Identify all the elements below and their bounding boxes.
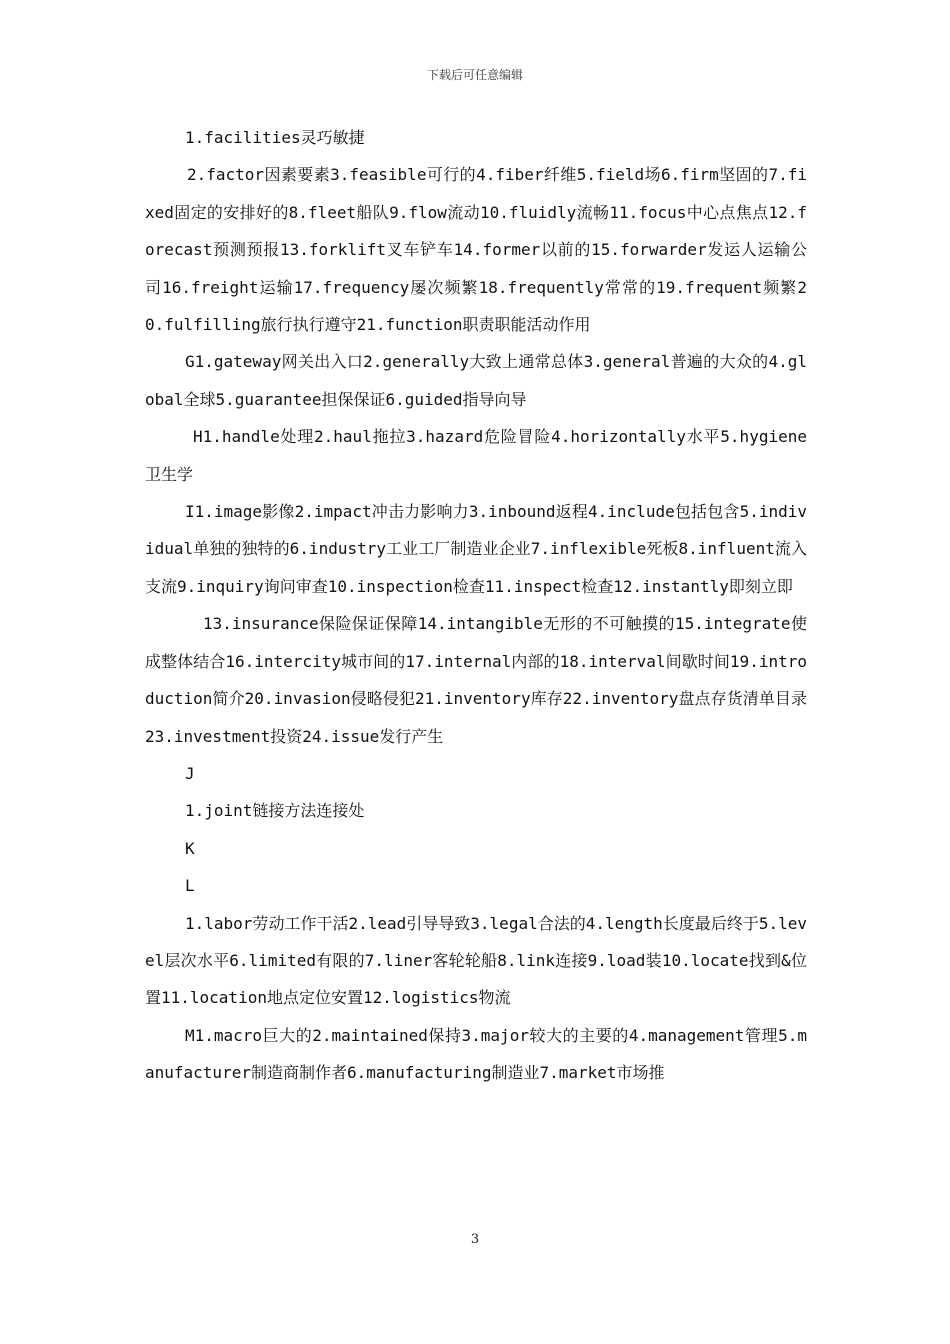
document-body bbox=[145, 119, 807, 1092]
paragraph-l-terms: 1.labor劳动工作干活2.lead引导导致3.legal合法的4.length长度最后终于5.level层次水平6.limited有限的7.liner客轮轮船8.link连接9.load装10.locate找到&位置11.location地点定位安置12.logistics物流 bbox=[145, 913, 807, 1008]
page-number: 3 bbox=[470, 1232, 480, 1247]
section-letter-k: K bbox=[185, 838, 195, 858]
paragraph-h-terms: H1.handle处理2.haul拖拉3.hazard危险冒险4.horizontally水平5.hygiene卫生学 bbox=[145, 427, 807, 484]
paragraph-g-terms: G1.gateway网关出入口2.generally大致上通常总体3.general普遍的大众的4.global全球5.guarantee担保保证6.guided指导向导 bbox=[145, 352, 807, 409]
paragraph-facilities: 1.facilities灵巧敏捷 bbox=[185, 128, 365, 147]
paragraph-j-terms: 1.joint链接方法连接处 bbox=[185, 801, 365, 821]
paragraph-f-terms: 2.factor因素要素3.feasible可行的4.fiber纤维5.field场6.firm坚固的7.fixed固定的安排好的8.fleet船队9.flow流动10.fluidly流畅11.focus中心点焦点12.forecast预测预报13.forklift叉车铲车14.former以前的15.forwarder发运人运输公司16.freight运输17.frequency屡次频繁18.frequently常常的19.frequent频繁20.fulfilling旅行执行遵守21.function职责职能活动作用 bbox=[145, 165, 807, 335]
paragraph-m-terms: M1.macro巨大的2.maintained保持3.major较大的主要的4.management管理5.manufacturer制造商制作者6.manufacturing制造业7.market市场推 bbox=[145, 1025, 807, 1083]
section-letter-j: J bbox=[185, 763, 195, 783]
section-letter-l: L bbox=[185, 876, 195, 896]
page-header: 下载后可任意编辑 bbox=[426, 68, 523, 82]
paragraph-i-terms: I1.image影像2.impact冲击力影响力3.inbound返程4.include包括包含5.individual单独的独特的6.industry工业工厂制造业企业7.inflexible死板8.influent流入支流9.inquiry询问审查10.inspection检查11.inspect检查12.instantly即刻立即 bbox=[145, 502, 807, 596]
paragraph-i-terms-continued: 13.insurance保险保证保障14.intangible无形的不可触摸的15.integrate使成整体结合16.intercity城市间的17.internal内部的18.interval间歇时间19.introduction简介20.invasion侵略侵犯21.inventory库存22.inventory盘点存货清单目录23.investment投资24.issue发行产生 bbox=[145, 614, 807, 746]
